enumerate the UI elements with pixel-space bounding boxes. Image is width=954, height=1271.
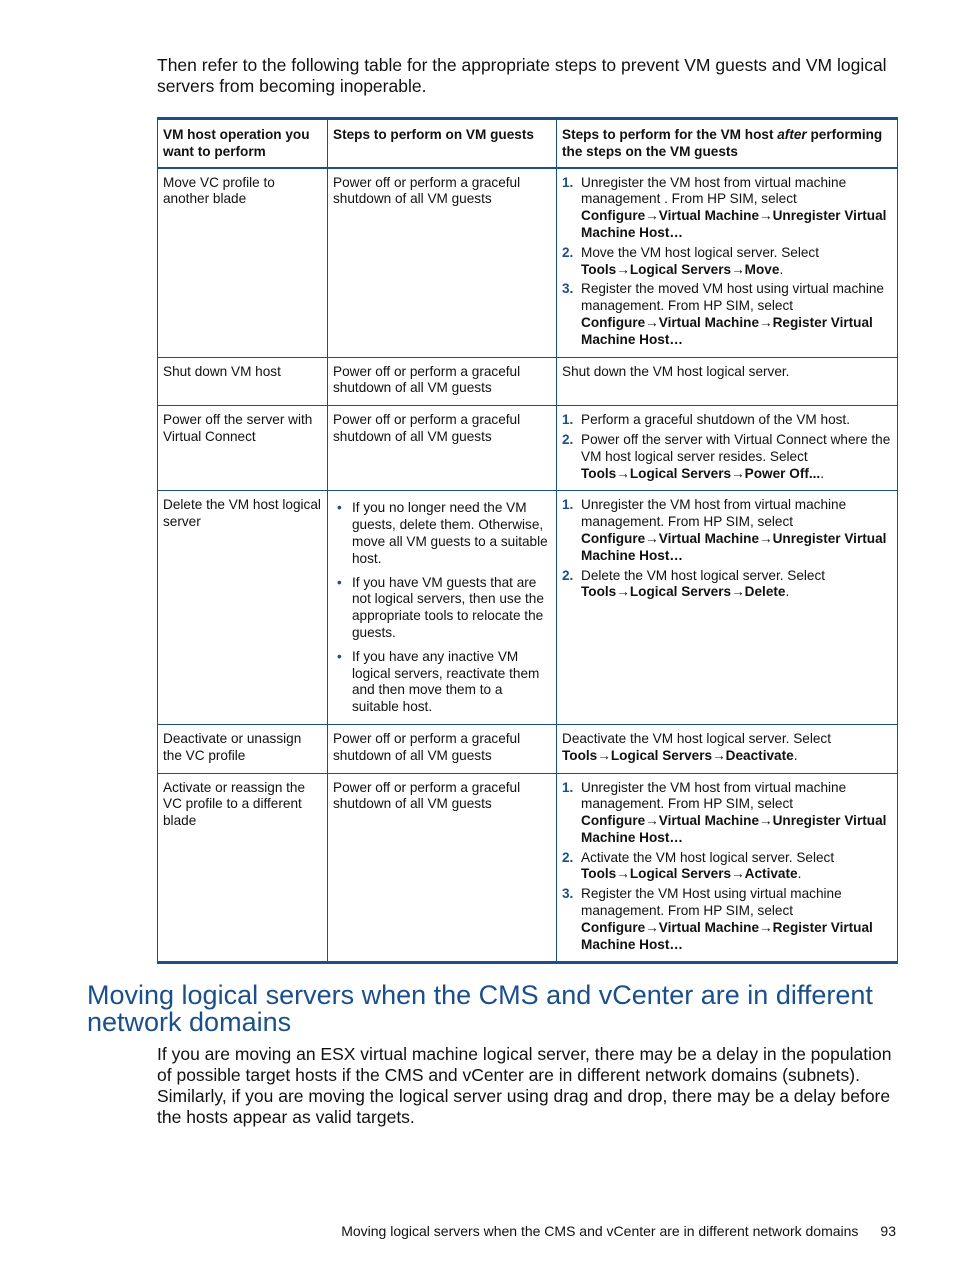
menu-command: Configure→Virtual Machine→Unregister Virtual Machine Host… <box>581 813 887 845</box>
header-host <box>557 119 898 168</box>
cell-host: Shut down the VM host logical server. <box>557 357 898 406</box>
step-after: . <box>779 261 784 277</box>
menu-command: Tools→Logical Servers→Move <box>581 261 780 277</box>
step-text: Perform a graceful shutdown of the VM host. <box>581 412 850 428</box>
list-item <box>333 500 551 567</box>
table-row <box>158 724 898 773</box>
cell-operation: Activate or reassign the VC profile to a different blade <box>158 773 328 963</box>
menu-command: Configure→Virtual Machine→Unregister Virtual Machine Host… <box>581 208 887 240</box>
bullet-text: If you have any inactive VM logical servers, reactivate them and then move them to a suitable host. <box>352 648 540 715</box>
cell-operation: Power off the server with Virtual Connect <box>158 406 328 491</box>
step-text: Unregister the VM host from virtual machine management. From HP SIM, select <box>581 779 847 812</box>
step-number: 1. <box>562 779 574 795</box>
step-number: 2. <box>562 244 574 260</box>
list-item <box>562 281 892 348</box>
step-text: Register the moved VM host using virtual machine management. From HP SIM, select <box>581 281 884 314</box>
bullet-icon: • <box>337 648 342 664</box>
table-row <box>158 773 898 963</box>
step-text: Move the VM host logical server. Select <box>581 244 819 260</box>
bullet-text: If you no longer need the VM guests, delete them. Otherwise, move all VM guests to a suitable host. <box>352 500 548 566</box>
header-operation: VM host operation you want to perform <box>158 119 328 168</box>
host-steps-list <box>562 412 892 482</box>
cell-guests <box>328 491 557 725</box>
list-item <box>333 649 551 716</box>
step-text: Register the VM Host using virtual machine management. From HP SIM, select <box>581 886 842 919</box>
list-item <box>562 850 892 884</box>
table-row <box>158 406 898 491</box>
cell-host <box>557 168 898 357</box>
cell-host <box>557 491 898 725</box>
cell-guests: Power off or perform a graceful shutdown of all VM guests <box>328 406 557 491</box>
list-item <box>562 886 892 953</box>
list-item <box>562 497 892 564</box>
list-item <box>562 432 892 482</box>
header-host-pre: Steps to perform for the VM host <box>562 127 778 142</box>
cell-guests: Power off or perform a graceful shutdown of all VM guests <box>328 357 557 406</box>
header-guests: Steps to perform on VM guests <box>328 119 557 168</box>
step-number: 2. <box>562 431 574 447</box>
menu-command: Tools→Logical Servers→Activate <box>581 866 798 882</box>
list-item <box>562 412 892 429</box>
guest-bullet-list <box>333 500 551 716</box>
header-host-post: performing the steps on the VM guests <box>562 127 883 159</box>
menu-command: Configure→Virtual Machine→Register Virtual Machine Host… <box>581 314 873 347</box>
cell-guests: Power off or perform a graceful shutdown of all VM guests <box>328 724 557 773</box>
list-item <box>562 245 892 279</box>
list-item <box>562 780 892 847</box>
section-heading: Moving logical servers when the CMS and vCenter are in different network domains <box>87 980 873 1037</box>
footer-title: Moving logical servers when the CMS and vCenter are in different network domains <box>341 1223 859 1239</box>
cell-operation: Deactivate or unassign the VC profile <box>158 724 328 773</box>
step-number: 1. <box>562 174 574 190</box>
host-steps-list <box>562 175 892 349</box>
cell-operation: Delete the VM host logical server <box>158 491 328 725</box>
bullet-icon: • <box>337 574 342 590</box>
host-steps-list <box>562 497 892 601</box>
host-after: . <box>793 747 798 763</box>
cell-guests: Power off or perform a graceful shutdown of all VM guests <box>328 773 557 963</box>
host-steps-list <box>562 780 892 954</box>
table-row <box>158 168 898 357</box>
body-paragraph: If you are moving an ESX virtual machine logical server, there may be a delay in the population of possible target hosts if the CMS and vCenter are in different network domains (subnets). Similarly, if you are moving the logical server using drag and drop, there may be a delay before the hosts appear as valid targets. <box>157 1044 892 1127</box>
menu-command: Configure→Virtual Machine→Unregister Virtual Machine Host… <box>581 530 887 563</box>
step-text: Power off the server with Virtual Connect where the VM host logical server resides. Select <box>581 431 891 464</box>
step-number: 2. <box>562 849 574 865</box>
page-number: 93 <box>880 1223 896 1239</box>
step-after: . <box>797 866 802 882</box>
header-host-em: after <box>777 127 807 142</box>
cell-operation: Move VC profile to another blade <box>158 168 328 357</box>
menu-command: Tools→Logical Servers→Delete <box>581 584 786 600</box>
cell-host <box>557 406 898 491</box>
step-after: . <box>820 465 824 481</box>
step-text: Unregister the VM host from virtual machine management . From HP SIM, select <box>581 174 847 207</box>
step-number: 3. <box>562 281 574 297</box>
step-number: 1. <box>562 412 574 428</box>
step-number: 3. <box>562 886 574 902</box>
intro-paragraph: Then refer to the following table for the appropriate steps to prevent VM guests and VM logical servers from becoming inoperable. <box>157 55 887 96</box>
cell-guests: Power off or perform a graceful shutdown of all VM guests <box>328 168 557 357</box>
menu-command: Tools→Logical Servers→Power Off... <box>581 465 821 481</box>
bullet-icon: • <box>337 500 342 516</box>
list-item <box>333 575 551 642</box>
cell-host <box>557 724 898 773</box>
page-footer <box>341 1223 896 1239</box>
menu-command: Configure→Virtual Machine→Register Virtual Machine Host… <box>581 919 873 952</box>
cell-host <box>557 773 898 963</box>
table-header-row <box>158 119 898 168</box>
steps-table <box>157 117 898 964</box>
table-row <box>158 357 898 406</box>
step-text: Activate the VM host logical server. Select <box>581 849 835 865</box>
list-item <box>562 175 892 242</box>
cell-operation: Shut down VM host <box>158 357 328 406</box>
step-number: 2. <box>562 567 574 583</box>
bullet-text: If you have VM guests that are not logical servers, then use the appropriate tools to relocate the guests. <box>352 574 544 640</box>
step-text: Delete the VM host logical server. Select <box>581 567 826 583</box>
step-number: 1. <box>562 497 574 513</box>
menu-command: Tools→Logical Servers→Deactivate <box>562 747 794 763</box>
list-item <box>562 568 892 602</box>
step-after: . <box>785 584 790 600</box>
step-text: Unregister the VM host from virtual machine management. From HP SIM, select <box>581 497 847 530</box>
host-text: Deactivate the VM host logical server. Select <box>562 730 831 746</box>
table-row <box>158 491 898 725</box>
